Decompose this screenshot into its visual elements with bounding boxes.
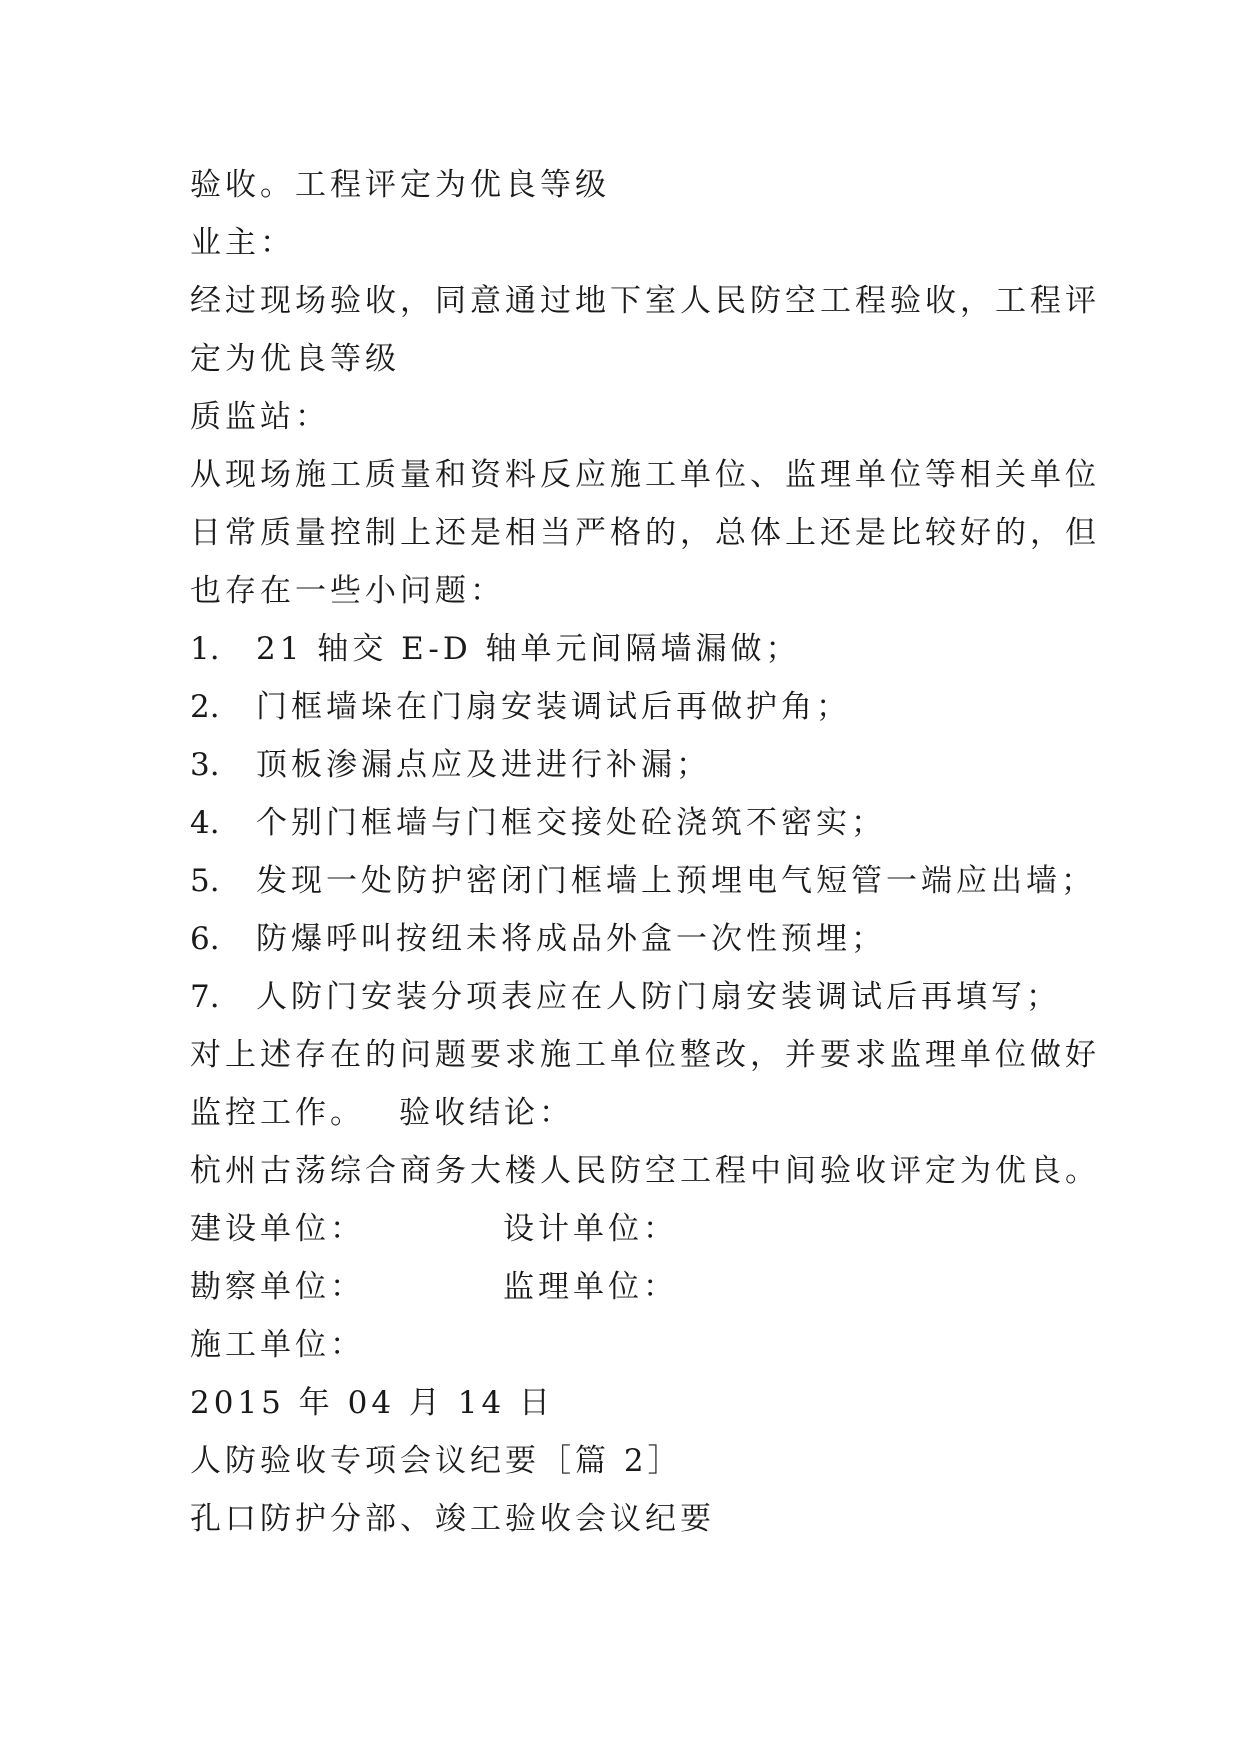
supervision-unit-label: 监理单位： <box>503 1269 678 1305</box>
list-item-text: 门框墙垛在门扇安装调试后再做护角； <box>256 689 851 725</box>
list-item-number: 4. <box>190 805 220 841</box>
conclusion-text: 杭州古荡综合商务大楼人民防空工程中间验收评定为优良。 <box>190 1153 1100 1189</box>
list-item <box>190 977 1061 1017</box>
list-item-text: 个别门框墙与门框交接处砼浇筑不密实； <box>256 805 886 841</box>
list-item-number: 5. <box>190 863 220 899</box>
list-item-text: 21 轴交 E-D 轴单元间隔墙漏做； <box>256 631 801 667</box>
list-item-number: 1. <box>190 631 220 667</box>
station-label: 质监站： <box>190 399 330 435</box>
section-title: 人防验收专项会议纪要［篇 2］ <box>190 1443 683 1479</box>
list-item-text: 发现一处防护密闭门框墙上预埋电气短管一端应出墙； <box>256 863 1096 899</box>
list-item <box>190 861 1096 901</box>
document-date: 2015 年 04 月 14 日 <box>190 1385 555 1421</box>
paragraph-line: 日常质量控制上还是相当严格的，总体上还是比较好的，但 <box>190 515 1100 551</box>
owner-label: 业主： <box>190 225 295 261</box>
paragraph-line: 验收。工程评定为优良等级 <box>190 167 610 203</box>
list-item <box>190 803 886 843</box>
list-item-number: 2. <box>190 689 220 725</box>
conclusion-label: 验收结论： <box>399 1095 574 1131</box>
list-item-text: 防爆呼叫按纽未将成品外盒一次性预埋； <box>256 921 886 957</box>
builder-unit-label: 施工单位： <box>190 1327 365 1363</box>
list-item <box>190 687 851 727</box>
paragraph-line: 也存在一些小问题： <box>190 573 505 609</box>
list-item <box>190 629 801 669</box>
survey-unit-label: 勘察单位： <box>190 1269 365 1305</box>
paragraph-line: 定为优良等级 <box>190 341 400 377</box>
list-item-text: 人防门安装分项表应在人防门扇安装调试后再填写； <box>256 979 1061 1015</box>
list-item-number: 3. <box>190 747 220 783</box>
construction-unit-label: 建设单位： <box>190 1211 365 1247</box>
list-item <box>190 919 886 959</box>
list-item <box>190 745 711 785</box>
list-item-text: 顶板渗漏点应及进进行补漏； <box>256 747 711 783</box>
paragraph-line: 经过现场验收，同意通过地下室人民防空工程验收，工程评 <box>190 283 1100 319</box>
paragraph-line: 从现场施工质量和资料反应施工单位、监理单位等相关单位 <box>190 457 1100 493</box>
section-subtitle: 孔口防护分部、竣工验收会议纪要 <box>190 1501 715 1537</box>
rectify-text: 监控工作。 <box>190 1095 365 1131</box>
paragraph-line: 对上述存在的问题要求施工单位整改，并要求监理单位做好 <box>190 1037 1100 1073</box>
list-item-number: 7. <box>190 979 220 1015</box>
paragraph-line <box>190 1093 574 1133</box>
design-unit-label: 设计单位： <box>503 1211 678 1247</box>
list-item-number: 6. <box>190 921 220 957</box>
